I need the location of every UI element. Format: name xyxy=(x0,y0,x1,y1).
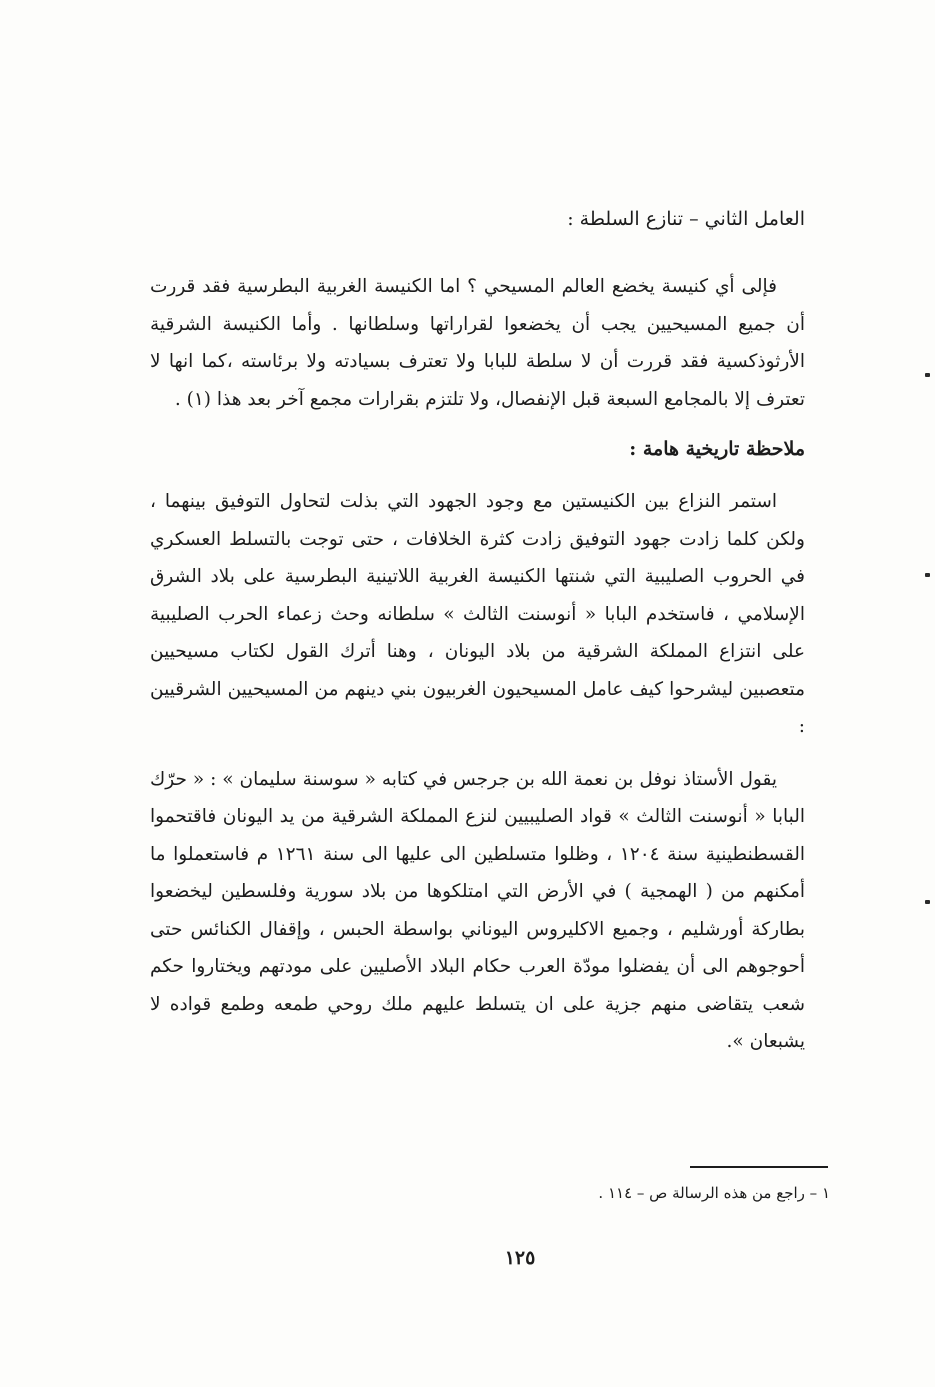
footnote-divider xyxy=(690,1166,828,1168)
paragraph-1: فإلى أي كنيسة يخضع العالم المسيحي ؟ اما الكنيسة الغربية البطرسية فقد قررت أن جميع المسيحيين يجب أن يخضعوا لقراراتها وسلطانها . وأما الكنيسة الشرقية الأرثوذكسية فقد قررت أن لا سلطة للبابا ولا تعترف بسيادته ولا برئاسته ،كما انها لا تعترف إلا بالمجامع السبعة قبل الإنفصال، ولا تلتزم بقرارات مجمع آخر بعد هذا (١) . xyxy=(150,276,805,410)
page-number: ١٢٥ xyxy=(504,1247,536,1269)
spacer xyxy=(150,468,805,483)
section-heading: العامل الثاني – تنازع السلطة : xyxy=(567,208,805,230)
footnote: ١ – راجع من هذه الرسالة ص – ١١٤ . xyxy=(598,1184,830,1202)
note-heading: ملاحظة تاريخية هامة : xyxy=(629,438,805,460)
margin-mark xyxy=(925,900,930,904)
spacer xyxy=(150,238,805,268)
spacer xyxy=(150,746,805,761)
paragraph-3: يقول الأستاذ نوفل بن نعمة الله بن جرجس في كتابه « سوسنة سليمان » : « حرّك البابا « أنوسنت الثالث » قواد الصليبيين لنزع المملكة الشرقية من يد اليونان فاقتحموا القسطنطينية سنة ١٢٠٤ ، وظلوا متسلطين الى عليها الى سنة ١٢٦١ م فاستعملوا ما أمكنهم من ( الهمجية ) في الأرض التي امتلكوها من بلاد سورية وفلسطين ليخضعوا بطاركة أورشليم ، وجميع الاكليروس اليوناني بواسطة الحبس ، وإقفال الكنائس حتى أحوجوهم الى أن يفضلوا مودّة العرب حكام البلاد الأصليين على مودتهم ويختاروا حكم شعب يتقاضى منهم جزية على ان يتسلط عليهم ملك روحي طمعه وطمع قواده لا يشبعان ». xyxy=(150,768,805,1052)
margin-mark xyxy=(925,573,930,577)
spacer xyxy=(150,418,805,430)
page-body xyxy=(150,200,805,1061)
margin-mark xyxy=(925,373,930,377)
paragraph-2: استمر النزاع بين الكنيستين مع وجود الجهود التي بذلت لتحاول التوفيق بينهما ، ولكن كلما زادت جهود التوفيق زادت كثرة الخلافات ، حتى توجت بالتسلط العسكري في الحروب الصليبية التي شنتها الكنيسة الغربية اللاتينية البطرسية على بلاد الشرق الإسلامي ، فاستخدم البابا « أنوسنت الثالث » سلطانه وحث زعماء الحرب الصليبية على انتزاع المملكة الشرقية من بلاد اليونان ، وهنا أترك القول لكتاب مسيحيين متعصبين ليشرحوا كيف عامل المسيحيون الغربيون بني دينهم من المسيحيين الشرقيين : xyxy=(150,491,805,737)
